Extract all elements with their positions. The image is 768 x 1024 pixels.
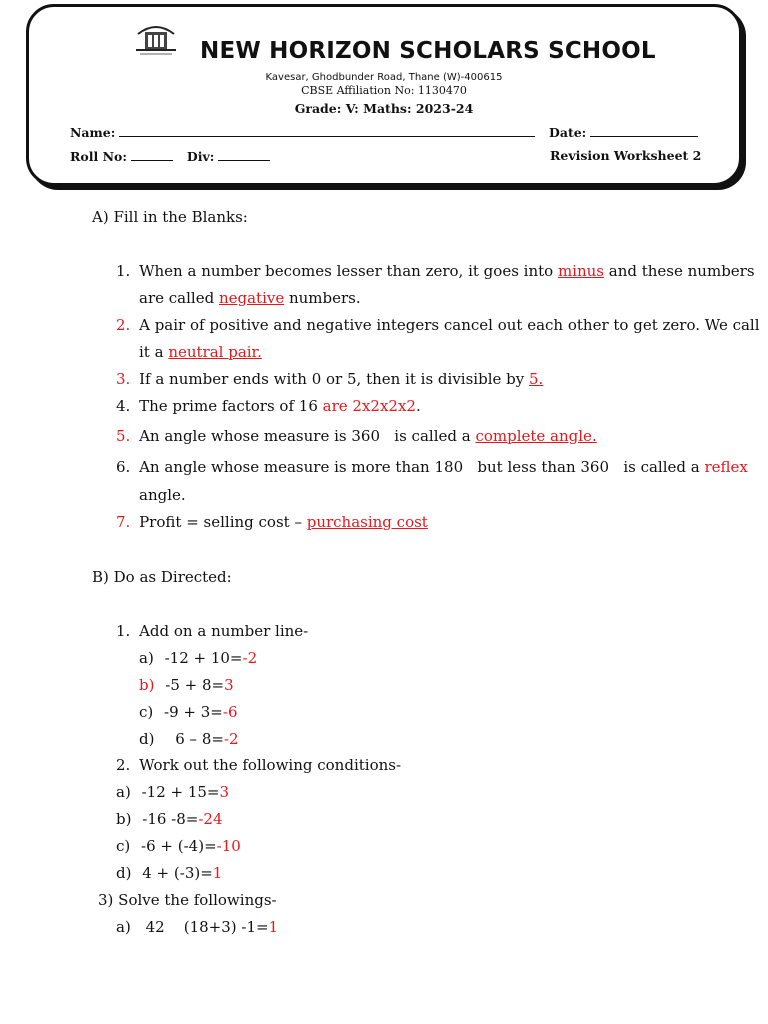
q2-item-d: d) 4 + (-3)=1 [116, 864, 223, 882]
school-logo [132, 20, 180, 60]
fill-blank-q1: 1. When a number becomes lesser than zero, it goes into minus and these numbers [116, 262, 755, 280]
answer-neutral-pair: neutral pair. [168, 343, 262, 361]
fill-blank-q2: 2. A pair of positive and negative integers cancel out each other to get zero. We call [116, 316, 760, 334]
q1-item-c: c) -9 + 3=-6 [139, 703, 238, 721]
fill-blank-q3: 3. If a number ends with 0 or 5, then it is divisible by 5. [116, 370, 544, 388]
roll-label: Roll No: [70, 149, 127, 164]
section-a-heading: A) Fill in the Blanks: [92, 208, 248, 226]
q1-item-a: a) -12 + 10=-2 [139, 649, 258, 667]
name-label: Name: [70, 125, 116, 140]
q1-item-b: b) -5 + 8=3 [139, 676, 234, 694]
worksheet-label: Revision Worksheet 2 [550, 148, 702, 163]
directed-q3: 3) Solve the followings- [98, 891, 277, 909]
directed-q2: 2. Work out the following conditions- [116, 756, 402, 774]
name-row [70, 124, 535, 140]
q1-item-d: d) 6 – 8=-2 [139, 730, 239, 748]
div-label: Div: [186, 149, 215, 164]
answer-minus: minus [557, 262, 604, 280]
directed-q1: 1. Add on a number line- [116, 622, 309, 640]
date-blank[interactable] [590, 124, 698, 137]
name-blank[interactable] [119, 124, 535, 137]
fill-blank-q2-cont: it a neutral pair. [139, 343, 262, 361]
answer-reflex: reflex [704, 458, 748, 476]
school-name: NEW HORIZON SCHOLARS SCHOOL [200, 38, 656, 64]
answer-negative: negative [218, 289, 285, 307]
roll-blank[interactable] [131, 148, 173, 161]
school-address: Kavesar, Ghodbunder Road, Thane (W)-400615 [265, 72, 503, 83]
affiliation-number: CBSE Affiliation No: 1130470 [301, 84, 467, 97]
fill-blank-q1-cont: are called negative numbers. [139, 289, 361, 307]
answer-purchasing-cost: purchasing cost [306, 513, 428, 531]
fill-blank-q7: 7. Profit = selling cost – purchasing cost [116, 513, 428, 531]
q2-item-c: c) -6 + (-4)=-10 [116, 837, 241, 855]
q3-item-a: a) 42 (18+3) -1=1 [116, 918, 279, 936]
q2-item-b: b) -16 -8=-24 [116, 810, 223, 828]
grade-subject-line: Grade: V: Maths: 2023-24 [294, 101, 474, 116]
div-blank[interactable] [218, 148, 270, 161]
fill-blank-q4: 4. The prime factors of 16 are 2x2x2x2. [116, 397, 421, 415]
date-label: Date: [549, 125, 587, 140]
answer-prime-factors: are 2x2x2x2 [322, 397, 416, 415]
fill-blank-q6-cont: angle. [139, 486, 186, 504]
q2-item-a: a) -12 + 15=3 [116, 783, 230, 801]
answer-complete-angle: complete angle. [475, 427, 597, 445]
fill-blank-q5: 5. An angle whose measure is 360 is called a complete angle. [116, 427, 597, 445]
date-row [549, 124, 698, 140]
fill-blank-q6: 6. An angle whose measure is more than 180 but less than 360 is called a reflex [116, 458, 748, 476]
roll-div-row [70, 148, 270, 164]
section-b-heading: B) Do as Directed: [92, 568, 232, 586]
answer-five: 5. [528, 370, 544, 388]
